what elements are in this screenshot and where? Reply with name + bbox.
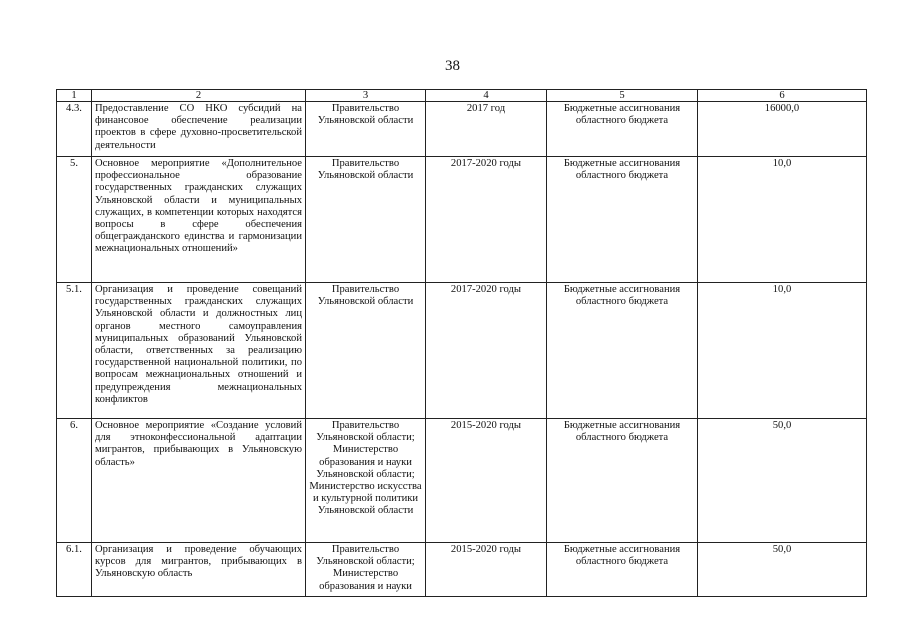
column-header-6: 6 [698,90,867,102]
funding-amount: 16000,0 [698,102,867,157]
funding-amount: 10,0 [698,157,867,283]
program-table [56,89,867,597]
funding-amount: 10,0 [698,283,867,419]
table-row [57,419,867,543]
funding-source: Бюджетные ассигнования областного бюджета [547,283,698,419]
activity-name: Основное мероприятие «Создание условий для этноконфессиональной адаптации мигрантов, прибывающих в Ульяновскую область» [92,419,306,543]
column-header-2: 2 [92,90,306,102]
row-number: 4.3. [57,102,92,157]
column-header-3: 3 [306,90,426,102]
funding-source: Бюджетные ассигнования областного бюджета [547,419,698,543]
column-header-4: 4 [426,90,547,102]
table-row [57,102,867,157]
activity-name: Организация и проведение совещаний государственных гражданских служащих Ульяновской области и должностных лиц органов местного самоуправления муниципальных образований Ульяновской области, ответственных за реализацию государственной национальной политики, по вопросам межнациональных отношений и предупреждения межнациональных конфликтов [92,283,306,419]
period: 2017-2020 годы [426,283,547,419]
funding-source: Бюджетные ассигнования областного бюджета [547,543,698,597]
row-number: 5.1. [57,283,92,419]
activity-name: Организация и проведение обучающих курсов для мигрантов, прибывающих в Ульяновскую область [92,543,306,597]
table-row [57,283,867,419]
funding-source: Бюджетные ассигнования областного бюджета [547,102,698,157]
row-number: 6. [57,419,92,543]
funding-source: Бюджетные ассигнования областного бюджета [547,157,698,283]
column-header-5: 5 [547,90,698,102]
activity-name: Основное мероприятие «Дополнительное профессиональное образование государственных гражданских служащих Ульяновской области и муниципальных служащих, в компетенции которых находятся вопросы в сфере обеспечения общегражданского единства и гармонизации межнациональных отношений» [92,157,306,283]
header-row [57,90,867,102]
period: 2017-2020 годы [426,157,547,283]
executor: Правительство Ульяновской области; Министерство образования и науки Ульяновской области; Министерство искусства и культурной политики Ульяновской области [306,419,426,543]
funding-amount: 50,0 [698,419,867,543]
page-number: 38 [445,58,460,74]
period: 2017 год [426,102,547,157]
executor: Правительство Ульяновской области [306,283,426,419]
funding-amount: 50,0 [698,543,867,597]
period: 2015-2020 годы [426,543,547,597]
row-number: 6.1. [57,543,92,597]
activity-name: Предоставление СО НКО субсидий на финансовое обеспечение реализации проектов в сфере духовно-просветительской деятельности [92,102,306,157]
executor: Правительство Ульяновской области [306,157,426,283]
period: 2015-2020 годы [426,419,547,543]
column-header-1: 1 [57,90,92,102]
row-number: 5. [57,157,92,283]
table-row [57,543,867,597]
executor: Правительство Ульяновской области; Министерство образования и науки [306,543,426,597]
executor: Правительство Ульяновской области [306,102,426,157]
table-row [57,157,867,283]
